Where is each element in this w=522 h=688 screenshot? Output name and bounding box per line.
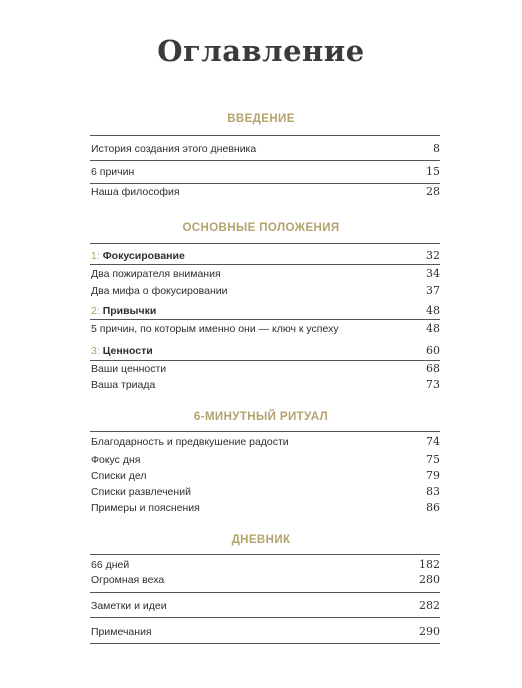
toc-chapter-entry[interactable]	[91, 343, 440, 359]
page-title: Оглавление	[157, 34, 365, 68]
toc-entry[interactable]	[91, 572, 440, 588]
toc-entry[interactable]	[91, 184, 440, 200]
toc-entry-label: Примеры и пояснения	[91, 502, 200, 514]
section-heading-diary: ДНЕВНИК	[231, 534, 291, 546]
toc-entry-page: 79	[426, 469, 440, 482]
divider	[90, 554, 440, 555]
toc-entry-label: Два мифа о фокусировании	[91, 285, 228, 297]
chapter-title: Привычки	[102, 305, 157, 317]
toc-entry-label: Благодарность и предвкушение радости	[91, 436, 289, 448]
section-heading-ritual: 6-МИНУТНЫЙ РИТУАЛ	[193, 411, 329, 423]
toc-entry[interactable]	[91, 452, 440, 468]
toc-entry-page: 28	[426, 185, 440, 198]
chapter-title: Ценности	[102, 345, 153, 357]
toc-entry-page: 75	[426, 453, 440, 466]
section-heading-basics: ОСНОВНЫЕ ПОЛОЖЕНИЯ	[182, 222, 340, 234]
toc-entry[interactable]	[91, 266, 440, 282]
divider	[90, 431, 440, 432]
toc-entry-page: 182	[419, 558, 440, 571]
toc-entry-label	[91, 343, 153, 359]
divider	[90, 160, 440, 161]
toc-entry-label: Списки развлечений	[91, 486, 191, 498]
toc-entry-page: 86	[426, 501, 440, 514]
toc-entry-label: Наша философия	[91, 186, 180, 198]
toc-entry-page: 37	[426, 284, 440, 297]
chapter-title: Фокусирование	[102, 250, 185, 262]
toc-entry-label: Примечания	[91, 626, 152, 638]
divider	[90, 592, 440, 593]
toc-chapter-entry[interactable]	[91, 248, 440, 264]
toc-entry-page: 32	[426, 249, 440, 262]
divider	[90, 643, 440, 644]
toc-entry[interactable]	[91, 321, 440, 337]
toc-entry-page: 73	[426, 378, 440, 391]
toc-entry-page: 282	[419, 599, 440, 612]
toc-entry-label: 6 причин	[91, 166, 135, 178]
toc-entry-page: 48	[426, 304, 440, 317]
toc-entry-page: 290	[419, 625, 440, 638]
chapter-number: 2:	[91, 305, 100, 317]
toc-entry[interactable]	[91, 361, 440, 377]
toc-entry-page: 60	[426, 344, 440, 357]
divider	[90, 243, 440, 244]
toc-entry[interactable]	[91, 598, 440, 614]
toc-entry-page: 83	[426, 485, 440, 498]
toc-entry-label: Ваши ценности	[91, 363, 167, 375]
toc-entry-label	[91, 303, 156, 319]
toc-entry[interactable]	[91, 283, 440, 299]
toc-entry-label	[91, 248, 185, 264]
divider	[90, 617, 440, 618]
divider	[90, 135, 440, 136]
toc-entry[interactable]	[91, 500, 440, 516]
toc-entry-page: 74	[426, 435, 440, 448]
divider	[90, 264, 440, 265]
toc-entry-label: История создания этого дневника	[91, 143, 257, 155]
toc-entry-label: Заметки и идеи	[91, 600, 167, 612]
toc-entry-label: Два пожирателя внимания	[91, 268, 221, 280]
toc-entry-label: 66 дней	[91, 559, 130, 571]
toc-entry[interactable]	[91, 484, 440, 500]
toc-entry[interactable]	[91, 164, 440, 180]
toc-entry[interactable]	[91, 557, 440, 573]
toc-entry[interactable]	[91, 434, 440, 450]
chapter-number: 3:	[91, 345, 100, 357]
toc-entry[interactable]	[91, 468, 440, 484]
toc-entry-page: 68	[426, 362, 440, 375]
toc-entry-label: Фокус дня	[91, 454, 141, 466]
toc-entry[interactable]	[91, 141, 440, 157]
toc-entry-label: 5 причин, по которым именно они — ключ к успеху	[91, 323, 339, 335]
toc-entry-label: Списки дел	[91, 470, 147, 482]
toc-entry-label: Огромная веха	[91, 574, 165, 586]
toc-entry-page: 280	[419, 573, 440, 586]
toc-entry[interactable]	[91, 624, 440, 640]
chapter-number: 1:	[91, 250, 100, 262]
toc-entry[interactable]	[91, 377, 440, 393]
divider	[90, 319, 440, 320]
toc-entry-page: 8	[433, 142, 440, 155]
toc-entry-page: 48	[426, 322, 440, 335]
section-heading-introduction: ВВЕДЕНИЕ	[227, 113, 295, 125]
toc-entry-label: Ваша триада	[91, 379, 156, 391]
toc-entry-page: 15	[426, 165, 440, 178]
toc-entry-page: 34	[426, 267, 440, 280]
toc-chapter-entry[interactable]	[91, 303, 440, 319]
